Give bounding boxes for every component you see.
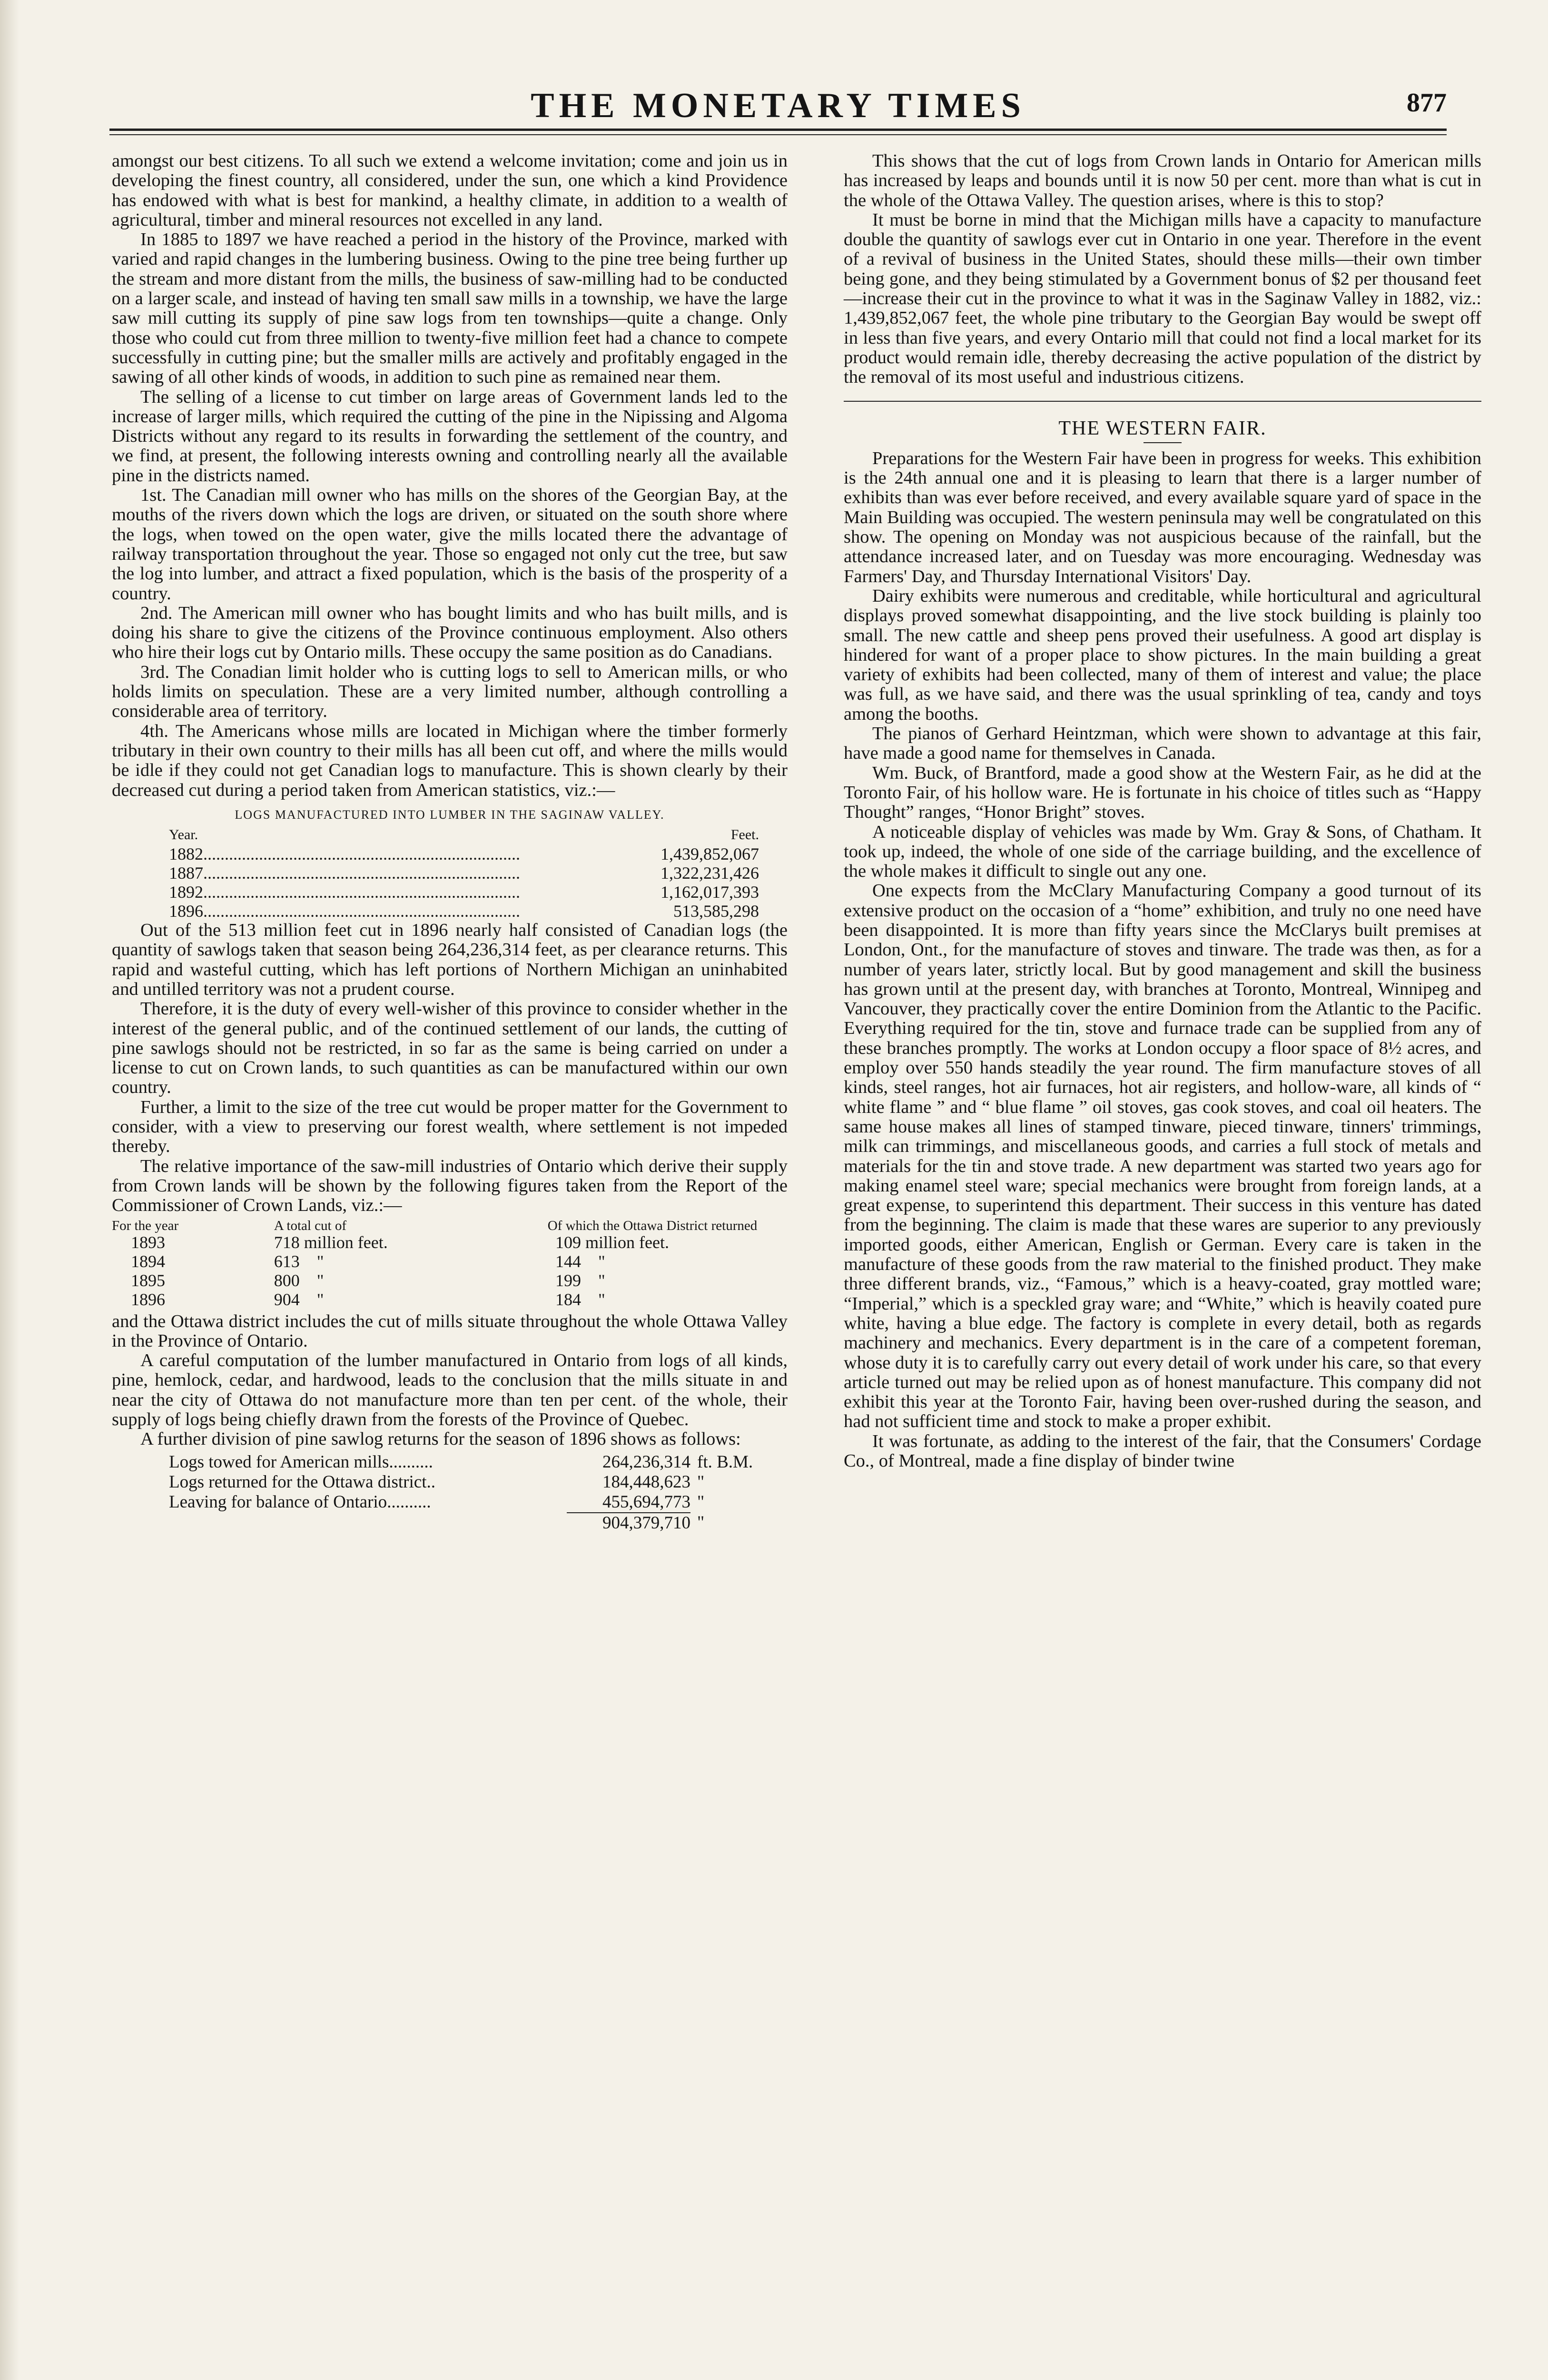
paragraph: Out of the 513 million feet cut in 1896 nearly half consisted of Canadian logs (the quantity of sawlogs taken that season being 264,236,314 feet, as per clearance returns. This rapid and wasteful cutting, which has left portions of Northern Michigan an uninhabited and untilled territory was not a prudent course. xyxy=(112,920,788,999)
paragraph: It must be borne in mind that the Michigan mills have a capacity to manufacture double the quantity of sawlogs ever cut in Ontario in one year. Therefore in the event of a revival of business in the United States, should these mills—their own timber being gone, and they being stimulated by a Government bonus of $2 per thousand feet—increase their cut in the province to what it was in the Saginaw Valley in 1882, viz.: 1,439,852,067 feet, the whole pine tributary to the Georgian Bay would be swept off in less than five years, and every Ontario mill that could not find a local market for its product would remain idle, thereby decreasing the active population of the district by the removal of its most useful and industrious citizens. xyxy=(844,209,1481,387)
ottawa-cell: 144 " xyxy=(555,1251,605,1271)
paragraph: 2nd. The American mill owner who has bought limits and who has built mills, and is doing his share to give the citizens of the Province continuous employment. Also others who hire their logs cut by Ontario mills. These occupy the same position as do Canadians. xyxy=(112,603,788,663)
column-header-ottawa: Of which the Ottawa District returned xyxy=(547,1218,758,1233)
total-cell: 904 " xyxy=(274,1289,324,1309)
paragraph: The pianos of Gerhard Heintzman, which were shown to advantage at this fair, have made a good name for themselves in Canada. xyxy=(844,724,1481,764)
right-column xyxy=(844,151,1481,1471)
feet-cell: 1,162,017,393 xyxy=(661,883,759,902)
table-row xyxy=(112,844,788,863)
year-cell: 1895 xyxy=(131,1270,165,1290)
paragraph: A noticeable display of vehicles was made by Wm. Gray & Sons, of Chatham. It took up, indeed, the whole of one side of the carriage building, and the excellence of the whole makes it difficult to single out any one. xyxy=(844,822,1481,882)
paragraph: and the Ottawa district includes the cut of mills situate throughout the whole Ottawa Valley in the Province of Ontario. xyxy=(112,1311,788,1351)
feet-cell: 1,322,231,426 xyxy=(661,863,759,883)
column-header-total: A total cut of xyxy=(274,1218,347,1233)
unit-cell: " xyxy=(697,1492,705,1512)
total-cell: 613 " xyxy=(274,1251,324,1271)
unit-cell: ft. B.M. xyxy=(697,1452,753,1472)
paragraph: amongst our best citizens. To all such we extend a welcome invitation; come and join us in developing the finest country, all considered, under the sun, one which a kind Providence has endowed with what is best for mankind, a healthy climate, in addition to a wealth of agricultural, timber and mineral resources not excelled in any land. xyxy=(112,151,788,230)
leader-dots: .......................................................................... xyxy=(203,902,520,921)
leader-dots: .......................................................................... xyxy=(203,863,520,883)
paragraph: It was fortunate, as adding to the interest of the fair, that the Consumers' Cordage Co., of Montreal, made a fine display of binder twine xyxy=(844,1431,1481,1471)
ottawa-cell: 199 " xyxy=(555,1270,605,1290)
table-row xyxy=(112,1492,788,1513)
paragraph: The selling of a license to cut timber on large areas of Government lands led to the increase of larger mills, which required the cutting of the pine in the Nipissing and Algoma Districts without any regard to its results in forwarding the settlement of the country, and we find, at present, the following interests owning and controlling nearly all the available pine in the districts named. xyxy=(112,387,788,486)
table-row xyxy=(112,1472,788,1492)
saginaw-table-title: LOGS MANUFACTURED INTO LUMBER IN THE SAGINAW VALLEY. xyxy=(235,807,665,822)
sawlog-returns-table xyxy=(112,1452,788,1533)
publication-title: THE MONETARY TIMES xyxy=(531,86,1025,125)
paragraph: 1st. The Canadian mill owner who has mills on the shores of the Georgian Bay, at the mouths of the rivers down which the logs are driven, or situated on the south shore where the logs, when towed on the open water, give the mills located there the advantage of railway transportation throughout the year. Those so engaged not only cut the tree, but saw the log into lumber, and attract a fixed population, which is the basis of the prosperity of a country. xyxy=(112,485,788,604)
total-cell: 800 " xyxy=(274,1270,324,1290)
article-headline: THE WESTERN FAIR. xyxy=(1058,417,1267,439)
paragraph: Therefore, it is the duty of every well-wisher of this province to consider whether in the interest of the general public, and of the continued settlement of our lands, the cutting of pine sawlogs should not be restricted, in so far as the same is being carried on under a license to cut on Crown lands, to such quantities as can be manufactured within our own country. xyxy=(112,999,788,1098)
year-cell: 1896 xyxy=(131,1289,165,1309)
year-cell: 1882 xyxy=(169,844,203,864)
paragraph: Dairy exhibits were numerous and creditable, while horticultural and agricultural displays proved somewhat disappointing, and the live stock building is plainly too small. The new cattle and sheep pens proved their usefulness. A good art display is hindered for want of a proper place to show pictures. In the main building a great variety of exhibits had been collected, many of them of interest and value; the place was full, as we have said, and there was the usual sprinkling of tea, candy and toys among the booths. xyxy=(844,585,1481,724)
paragraph: Wm. Buck, of Brantford, made a good show at the Western Fair, as he did at the Toronto Fair, of his hollow ware. He is fortunate in his choice of titles such as “Happy Thought” ranges, “Honor Bright” stoves. xyxy=(844,763,1481,823)
year-cell: 1892 xyxy=(169,883,203,902)
row-label: Logs returned for the Ottawa district.. xyxy=(169,1472,435,1492)
year-cell: 1893 xyxy=(131,1232,165,1252)
table-header-row xyxy=(112,1219,788,1233)
amount-cell: 184,448,623 xyxy=(602,1472,690,1492)
column-header-year: Year. xyxy=(169,827,198,843)
table-row xyxy=(112,1452,788,1472)
table-row xyxy=(112,1290,788,1309)
table-row xyxy=(112,1233,788,1252)
ottawa-cell: 109 million feet. xyxy=(555,1232,669,1252)
year-cell: 1887 xyxy=(169,863,203,883)
page-binding-shadow xyxy=(0,0,19,2380)
paragraph: A careful computation of the lumber manufactured in Ontario from logs of all kinds, pine, hemlock, cedar, and hardwood, leads to the conclusion that the mills situate in and near the city of Ottawa do not manufacture more than ten per cent. of the whole, their supply of logs being chiefly drawn from the forests of the Province of Quebec. xyxy=(112,1350,788,1430)
paragraph: 3rd. The Conadian limit holder who is cutting logs to sell to American mills, or who holds limits on speculation. These are a very limited number, although controlling a considerable area of territory. xyxy=(112,662,788,722)
paragraph: This shows that the cut of logs from Crown lands in Ontario for American mills has increased by leaps and bounds until it is now 50 per cent. more than what is cut in the whole of the Ottawa Valley. The question arises, where is this to stop? xyxy=(844,151,1481,210)
amount-cell: 264,236,314 xyxy=(602,1452,690,1472)
table-row xyxy=(112,863,788,883)
feet-cell: 513,585,298 xyxy=(673,902,759,921)
masthead-rule xyxy=(109,129,1447,131)
paragraph: In 1885 to 1897 we have reached a period in the history of the Province, marked with varied and rapid changes in the lumbering business. Owing to the pine tree being further up the stream and more distant from the mills, the business of saw-milling had to be conducted on a larger scale, and instead of having ten small saw mills in a township, we have the large saw mill cutting its supply of pine saw logs from ten townships—quite a change. Only those who could cut from three million to twenty-five million feet had a chance to compete successfully in cutting pine; but the smaller mills are actively and profitably engaged in the sawing of all other kinds of woods, in addition to such pine as remained near them. xyxy=(112,229,788,387)
paragraph: A further division of pine sawlog returns for the season of 1896 shows as follows: xyxy=(140,1429,741,1449)
saginaw-table xyxy=(112,825,788,921)
leader-dots: .......................................................................... xyxy=(203,844,520,864)
row-label: Logs towed for American mills.......... xyxy=(169,1452,433,1472)
year-cell: 1894 xyxy=(131,1251,165,1271)
leader-dots: .......................................................................... xyxy=(203,883,520,902)
ottawa-cell: 184 " xyxy=(555,1289,605,1309)
total-amount: 904,379,710 xyxy=(567,1513,690,1533)
row-label: Leaving for balance of Ontario.......... xyxy=(169,1492,431,1512)
table-header-row xyxy=(112,825,788,844)
feet-cell: 1,439,852,067 xyxy=(661,844,759,864)
masthead-rule-thin xyxy=(109,134,1447,135)
crown-lands-table xyxy=(112,1219,788,1309)
table-row xyxy=(112,883,788,902)
table-row xyxy=(112,1252,788,1271)
total-cell: 718 million feet. xyxy=(274,1232,388,1252)
headline-underline xyxy=(1144,442,1182,443)
total-row xyxy=(112,1513,788,1533)
left-column xyxy=(112,151,788,1536)
section-divider xyxy=(844,401,1481,402)
paragraph: Further, a limit to the size of the tree cut would be proper matter for the Government to consider, with a view to preserving our forest wealth, where settlement is not impeded thereby. xyxy=(112,1097,788,1157)
amount-cell: 455,694,773 xyxy=(602,1492,690,1512)
table-row xyxy=(112,1271,788,1290)
column-header-year: For the year xyxy=(112,1218,179,1233)
paragraph: Preparations for the Western Fair have been in progress for weeks. This exhibition is the 24th annual one and it is pleasing to learn that there is a larger number of exhibits than was ever before received, and every available square yard of space in the Main Building was occupied. The western peninsula may well be congratulated on this show. The opening on Monday was not auspicious because of the rainfall, but the attendance increased later, and on Tuesday was more encouraging. Wednesday was Farmers' Day, and Thursday International Visitors' Day. xyxy=(844,448,1481,586)
year-cell: 1896 xyxy=(169,902,203,921)
paragraph: One expects from the McClary Manufacturing Company a good turnout of its extensive product on the occasion of a “home” exhibition, and truly no one need have been disappointed. It is more than fifty years since the McClarys built premises at London, Ont., for the manufacture of stoves and tinware. The trade was then, as for a number of years later, strictly local. But by good management and skill the business has grown until at the present day, with branches at Toronto, Montreal, Winnipeg and Vancouver, they practically cover the entire Dominion from the Atlantic to the Pacific. Everything required for the tin, stove and furnace trade can be supplied from any of these branches promptly. The works at London occupy a floor space of 8½ acres, and employ over 550 hands steadily the year round. The firm manufacture stoves of all kinds, steel ranges, hot air furnaces, hot air registers, and hollow-ware, all kinds of “ white flame ” and “ blue flame ” oil stoves, gas cook stoves, and coal oil heaters. The same house makes all lines of stamped tinware, pieced tinware, tinners' trimmings, milk can trimmings, and miscellaneous goods, and carries a full stock of metals and materials for the tin and stove trade. A new department was started two years ago for making enamel steel ware; special mechanics were brought from foreign lands, at a great expense, to superintend this department. Their success in this venture has dated from the beginning. The claim is made that these wares are superior to any previously imported goods, either American, English or German. Every care is taken in the manufacture of these goods from the raw material to the finished product. They make three different brands, viz., “Famous,” which is a heavy-coated, gray mottled ware; “Imperial,” which is a speckled gray ware; and “White,” which is heavily coated pure white, having a blue edge. The factory is complete in every detail, both as regards machinery and mechanics. Every department is in the care of a competent foreman, whose duty it is to carefully carry out every detail of work under his care, so that every article turned out may be relied upon as of honest manufacture. This company did not exhibit this year at the Toronto Fair, having been over-rushed during the season, and had not sufficient time and stock to make a proper exhibit. xyxy=(844,881,1481,1432)
table-row xyxy=(112,902,788,921)
total-unit: " xyxy=(697,1513,705,1533)
page-number: 877 xyxy=(1407,88,1447,118)
paragraph: The relative importance of the saw-mill industries of Ontario which derive their supply from Crown lands will be shown by the following figures taken from the Report of the Commissioner of Crown Lands, viz.:— xyxy=(112,1156,788,1216)
masthead xyxy=(109,81,1447,129)
unit-cell: " xyxy=(697,1472,705,1492)
paragraph: 4th. The Americans whose mills are located in Michigan where the timber formerly tributary in their own country to their mills has all been cut off, and where the mills would be idle if they could not get Canadian logs to manufacture. This is shown clearly by their decreased cut during a period taken from American statistics, viz.:— xyxy=(112,721,788,800)
column-header-feet: Feet. xyxy=(730,827,759,843)
